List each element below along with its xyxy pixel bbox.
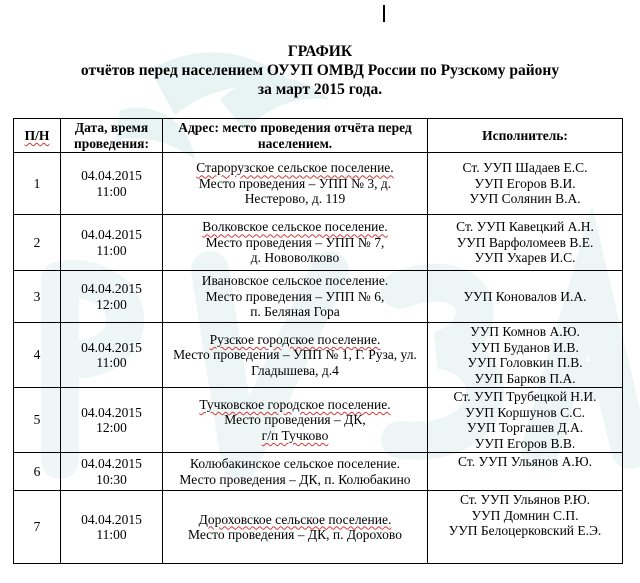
row-datetime: 04.04.2015 11:00 — [61, 491, 163, 564]
row-executors: Ст. УУП Кавецкий А.Н. УУП Варфоломеев В.Е. УУП Ухарев И.С. — [428, 215, 623, 271]
header-num: П/Н — [14, 119, 61, 153]
table-row — [14, 215, 623, 271]
row-num: 3 — [14, 271, 61, 323]
row-executors: УУП Комнов А.Ю. УУП Буданов И.В. УУП Головкин П.В. УУП Барков П.А. — [428, 323, 623, 388]
row-address: Тучковское городское поселение. Место проведения – ДК, г/п Тучково — [163, 388, 428, 453]
row-num: 6 — [14, 453, 61, 491]
table-row — [14, 323, 623, 388]
row-address: Дороховское сельское поселение. Место проведения – ДК, п. Дорохово — [163, 491, 428, 564]
row-datetime: 04.04.2015 11:00 — [61, 153, 163, 215]
title-line-3: за март 2015 года. — [257, 81, 383, 98]
row-executors: УУП Коновалов И.А. — [428, 271, 623, 323]
row-datetime: 04.04.2015 10:30 — [61, 453, 163, 491]
row-datetime: 04.04.2015 12:00 — [61, 388, 163, 453]
table-row — [14, 491, 623, 564]
row-address: Рузское городское поселение. Место проведения – УПП № 1, Г. Руза, ул. Гладышева, д.4 — [163, 323, 428, 388]
title-line-2: отчётов перед населением ОУУП ОМВД России по Рузскому району — [80, 62, 560, 79]
row-num: 7 — [14, 491, 61, 564]
row-executors: Ст. УУП Трубецкой Н.И. УУП Коршунов С.С. УУП Торгашев Д.А. УУП Егоров В.В. — [428, 388, 623, 453]
table-row — [14, 271, 623, 323]
table-header-row — [14, 119, 623, 153]
row-datetime: 04.04.2015 12:00 — [61, 271, 163, 323]
row-address: Волковское сельское поселение. Место проведения – УПП № 7, д. Нововолково — [163, 215, 428, 271]
document-title — [0, 42, 640, 99]
row-num: 4 — [14, 323, 61, 388]
header-executor: Исполнитель: — [428, 119, 623, 153]
row-address: Ивановское сельское поселение. Место проведения – УПП № 6, п. Беляная Гора — [163, 271, 428, 323]
schedule-table — [13, 118, 623, 564]
text-cursor — [383, 5, 385, 22]
title-line-1: ГРАФИК — [287, 43, 353, 60]
table-row — [14, 388, 623, 453]
header-address: Адрес: место проведения отчёта перед населением. — [163, 119, 428, 153]
row-address: Старорузское сельское поселение. Место проведения – УПП № 3, д. Нестерово, д. 119 — [163, 153, 428, 215]
row-datetime: 04.04.2015 11:00 — [61, 323, 163, 388]
row-executors: Ст. УУП Ульянов А.Ю. — [428, 453, 623, 491]
row-address: Колюбакинское сельское поселение. Место проведения – ДК, п. Колюбакино — [163, 453, 428, 491]
row-num: 5 — [14, 388, 61, 453]
row-num: 1 — [14, 153, 61, 215]
row-executors: Ст. УУП Шадаев Е.С. УУП Егоров В.И. УУП Солянин В.А. — [428, 153, 623, 215]
table-row — [14, 153, 623, 215]
row-executors: Ст. УУП Ульянов Р.Ю. УУП Домнин С.П. УУП Белоцерковский Е.Э. — [428, 491, 623, 564]
header-date: Дата, время проведения: — [61, 119, 163, 153]
row-datetime: 04.04.2015 11:00 — [61, 215, 163, 271]
table-row — [14, 453, 623, 491]
row-num: 2 — [14, 215, 61, 271]
